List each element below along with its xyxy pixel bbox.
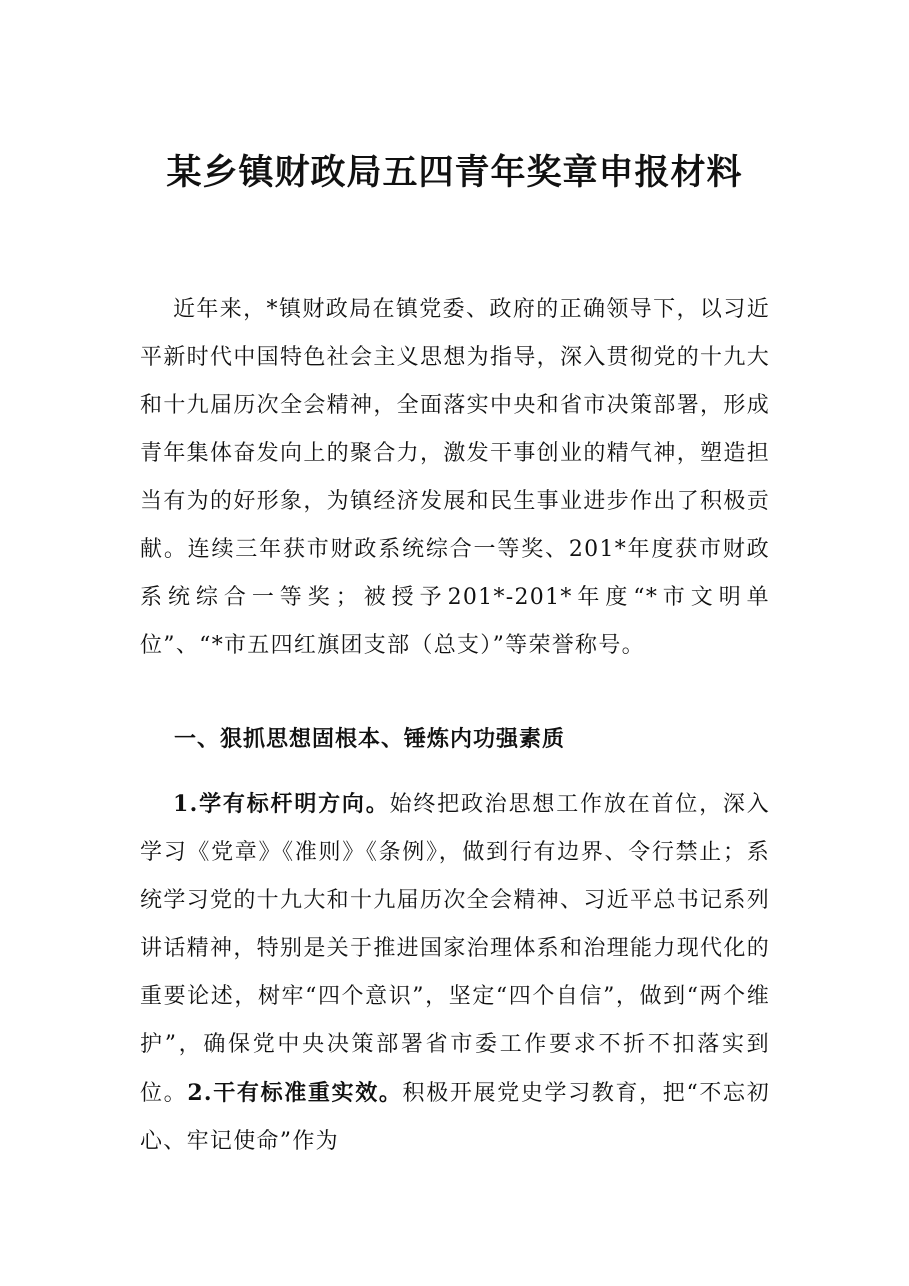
- section-1-paragraph: [140, 780, 770, 1166]
- section-heading-1: 一、狠抓思想固根本、锤炼内功强素质: [174, 726, 566, 752]
- document-title: 某乡镇财政局五四青年奖章申报材料: [166, 152, 743, 193]
- intro-paragraph: 近年来，*镇财政局在镇党委、政府的正确领导下，以习近平新时代中国特色社会主义思想为指导，深入贯彻党的十九大和十九届历次全会精神，全面落实中央和省市决策部署，形成青年集体奋发向上的聚合力，激发干事创业的精气神，塑造担当有为的好形象，为镇经济发展和民生事业进步作出了积极贡献。连续三年获市财政系统综合一等奖、201*年度获市财政系统综合一等奖；被授予201*-201*年度“*市文明单位”、“*市五四红旗团支部（总支）”等荣誉称号。: [140, 297, 770, 658]
- item-1-title: 1.学有标杆明方向。: [173, 791, 390, 817]
- item-2-text: 积极开展党史学习教育，把“不忘初心、牢记使命”作为: [140, 1081, 770, 1154]
- item-2-title: 2.干有标准重实效。: [187, 1080, 403, 1106]
- item-1-text: 始终把政治思想工作放在首位，深入学习《党章》《准则》《条例》，做到行有边界、令行禁止；系统学习党的十九大和十九届历次全会精神、习近平总书记系列讲话精神，特别是关于推进国家治理体系和治理能力现代化的重要论述，树牢“四个意识”，坚定“四个自信”，做到“两个维护”，确保党中央决策部署省市委工作要求不折不扣落实到位。: [140, 792, 771, 1106]
